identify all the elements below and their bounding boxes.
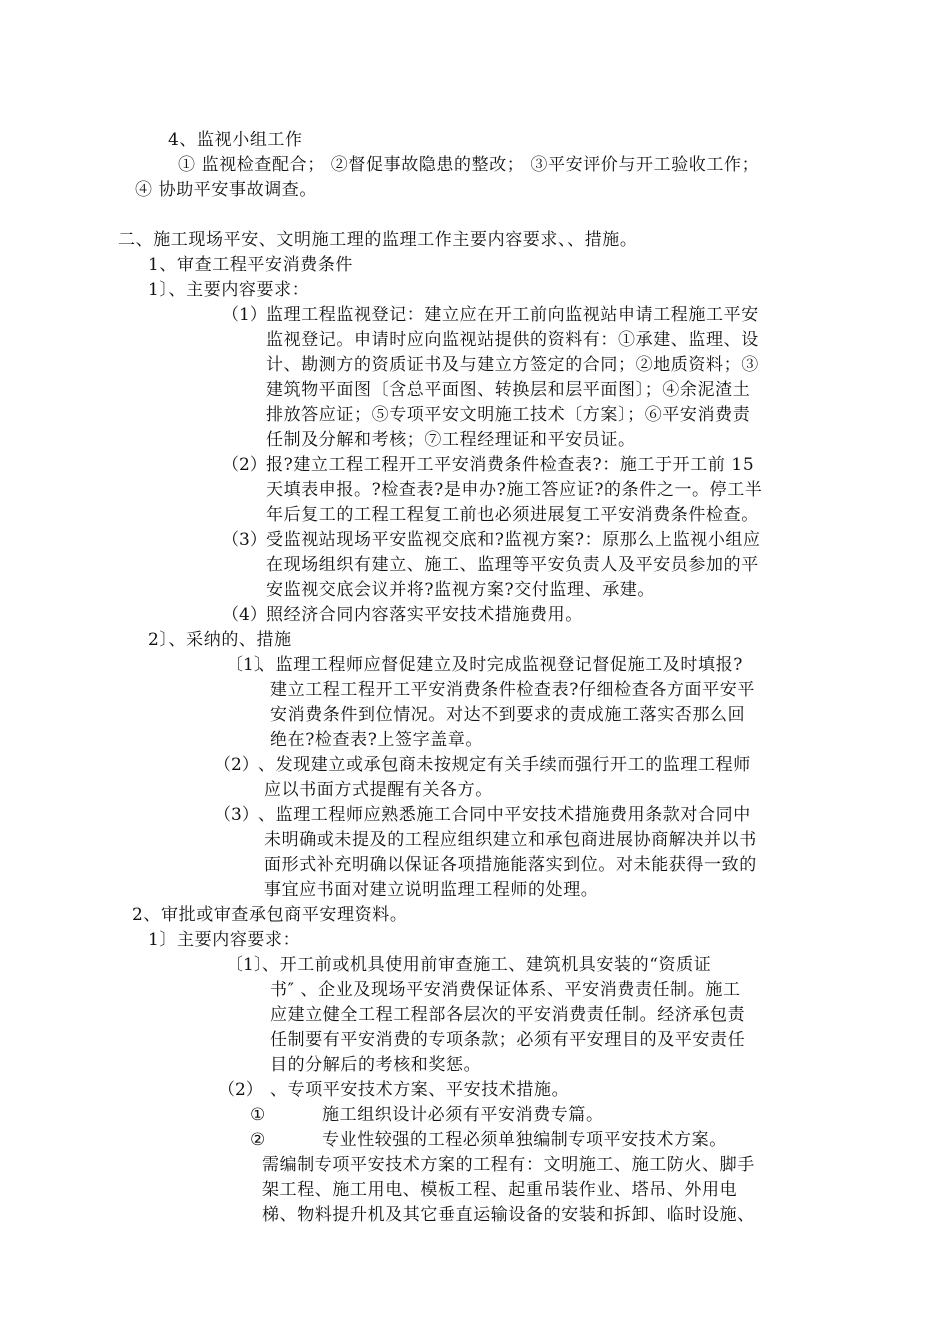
- measure-3-first-line: 、监理工程师应熟悉施工合同中平安技术措施费用条款对合同中: [258, 805, 751, 825]
- s2-sub-2-text: 专业性较强的工程必须单独编制专项平安技术方案。: [322, 1130, 727, 1150]
- req-1-number: （1）: [222, 305, 267, 325]
- section-4-title: 4、监视小组工作: [168, 130, 303, 150]
- subsection-1-title: 1、审查工程平安消费条件: [148, 255, 354, 275]
- s2-tail-text: 需编制专项平安技术方案的工程有：文明施工、施工防火、脚手 架工程、施工用电、模板工程、起重吊装作业、塔吊、外用电 梯、物料提升机及其它垂直运输设备的安装和拆卸、临时设施、: [262, 1155, 755, 1225]
- s2-item-1-number: 〔1〕: [226, 955, 271, 975]
- section-4-items-line1: ① 监视检查配合； ②督促事故隐患的整改； ③平安评价与开工验收工作；: [178, 155, 760, 175]
- subsection-2-title: 2、审批或审查承包商平安理资料。: [132, 905, 408, 925]
- section-4-items-line2: ④ 协助平安事故调查。: [135, 180, 318, 200]
- req-4-text: 照经济合同内容落实平安技术措施费用。: [266, 605, 583, 625]
- s2-item-1-first-line: 、开工前或机具使用前审查施工、建筑机具安装的“资质证: [262, 955, 712, 975]
- measure-2-first-line: 、发现建立或承包商未按规定有关手续而强行开工的监理工程师: [258, 755, 751, 775]
- requirements-title: 1〕、主要内容要求：: [148, 280, 310, 300]
- s2-item-2-number: （2）: [218, 1080, 263, 1100]
- measure-2-number: （2）: [214, 755, 259, 775]
- measure-3-number: （3）: [214, 805, 259, 825]
- measure-1-first-line: 、监理工程师应督促建立及时完成监视登记督促施工及时填报?: [258, 655, 743, 675]
- s2-item-1-text: 书″ 、企业及现场平安消费保证体系、平安消费责任制。施工 应建立健全工程工程部各层次的平安消费责任制。经济承包责 任制要有平安消费的专项条款；必须有平安理目的及平安责任 目的分解后的考核和奖惩。: [270, 980, 746, 1075]
- s2-sub-1-mark: ①: [250, 1105, 266, 1125]
- measure-3-text: 未明确或未提及的工程应组织建立和承包商进展协商解决并以书 面形式补充明确以保证各项措施能落实到位。对未能获得一致的 事宜应书面对建立说明监理工程师的处理。: [264, 830, 757, 900]
- req-3-text: 受监视站现场平安监视交底和?监视方案?：原那么上监视小组应 在现场组织有建立、施工、监理等平安负责人及平安员参加的平 安监视交底会议并将?监视方案?交付监理、承建。: [266, 530, 761, 600]
- s2-item-2-text: 、专项平安技术方案、平安技术措施。: [270, 1080, 570, 1100]
- req-2-text: 报?建立工程工程开工平安消费条件检查表?：施工于开工前 15 天填表申报。?检查表?是申办?施工答应证?的条件之一。停工半 年后复工的工程工程复工前也必须进展复工平安消费条件检查。: [266, 455, 763, 525]
- measures-title: 2〕、采纳的、措施: [148, 630, 292, 650]
- req-4-number: （4）: [222, 605, 267, 625]
- s2-sub-1-text: 施工组织设计必须有平安消费专篇。: [322, 1105, 604, 1125]
- s2-sub-2-mark: ②: [250, 1130, 266, 1150]
- measure-1-number: 〔1〕: [226, 655, 271, 675]
- measure-1-text: 建立工程工程开工平安消费条件检查表?仔细检查各方面平安平 安消费条件到位情况。对达不到要求的责成施工落实否那么回 绝在?检查表?上签字盖章。: [270, 680, 755, 750]
- part-2-heading: 二、施工现场平安、文明施工理的监理工作主要内容要求、、措施。: [118, 230, 638, 250]
- measure-2-text: 应以书面方式提醒有关各方。: [264, 780, 493, 800]
- subsection-2-requirements-title: 1〕主要内容要求：: [148, 930, 301, 950]
- req-3-number: （3）: [222, 530, 267, 550]
- req-1-text: 监理工程监视登记：建立应在开工前向监视站申请工程施工平安 监视登记。申请时应向监视站提供的资料有：①承建、监理、设 计、勘测方的资质证书及与建立方签定的合同；②地质资料；③ 建筑物平面图〔含总平面图、转换层和层平面图〕；④余泥渣土 排放答应证；⑤专项平安文明施工技术〔方案〕；⑥平安消费责 任制及分解和考核；⑦工程经理证和平安员证。: [266, 305, 759, 450]
- req-2-number: （2）: [222, 455, 267, 475]
